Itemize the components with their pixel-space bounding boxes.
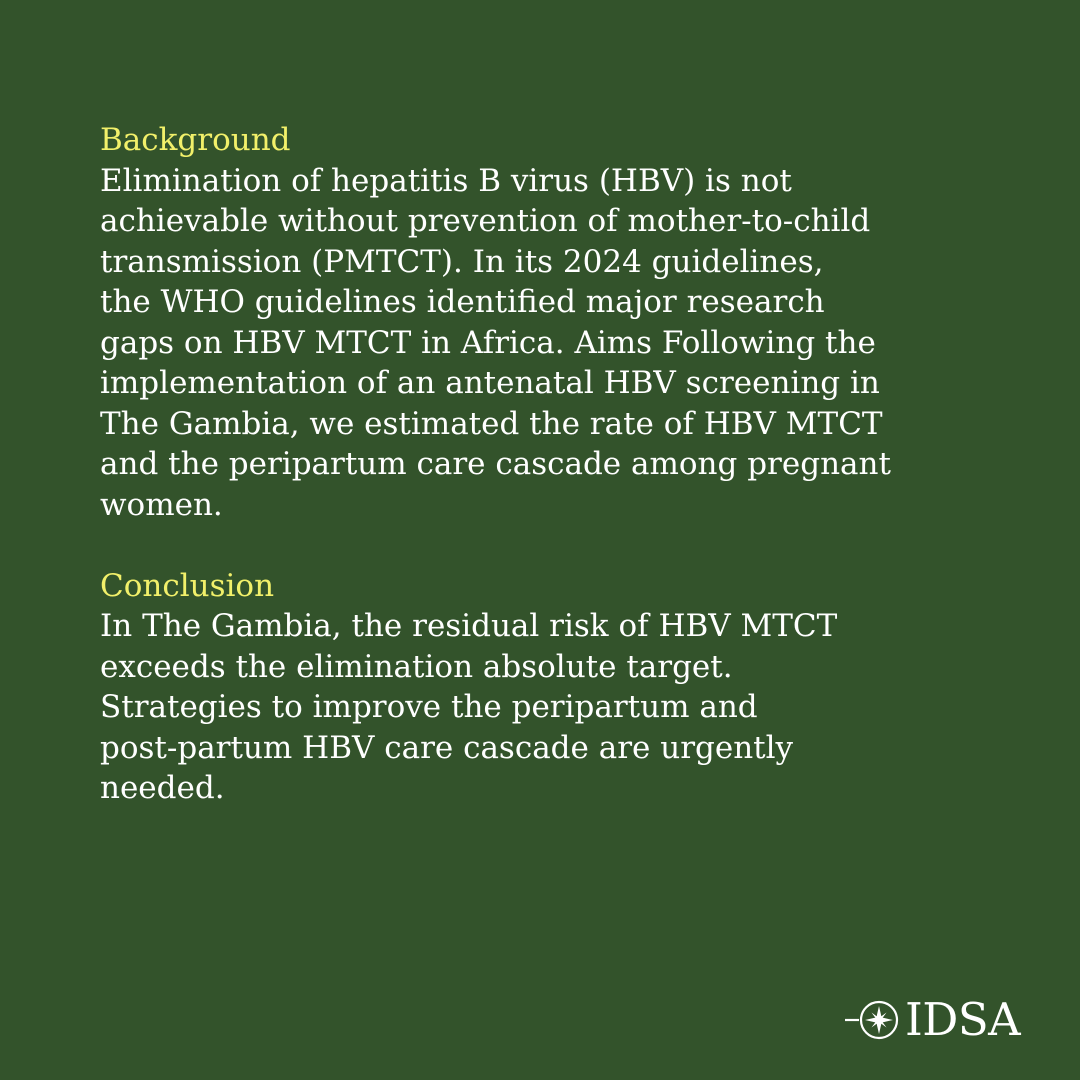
background-line: women. [100, 486, 223, 523]
conclusion-line: needed. [100, 770, 225, 806]
conclusion-line: Strategies to improve the peripartum and [100, 689, 758, 725]
background-line: transmission (PMTCT). In its 2024 guidelines, [100, 243, 824, 280]
conclusion-line: In The Gambia, the residual risk of HBV MTCT [100, 608, 838, 644]
background-line: The Gambia, we estimated the rate of HBV MTCT [100, 405, 883, 442]
background-line: achievable without prevention of mother-to-child [100, 203, 871, 239]
background-heading: Background [100, 122, 291, 158]
background-line: Elimination of hepatitis B virus (HBV) is not [100, 162, 792, 199]
background-line: and the peripartum care cascade among pregnant [100, 446, 891, 482]
conclusion-heading: Conclusion [100, 567, 275, 604]
background-line: the WHO guidelines identified major research [100, 284, 825, 320]
logo-text: IDSA [905, 993, 1021, 1046]
conclusion-body [100, 606, 1020, 809]
background-body [100, 161, 1020, 526]
conclusion-section [100, 566, 1020, 809]
background-section [100, 120, 1020, 525]
compass-star-icon [845, 996, 903, 1044]
conclusion-line: post-partum HBV care cascade are urgently [100, 729, 794, 766]
conclusion-line: exceeds the elimination absolute target. [100, 648, 733, 685]
background-line: implementation of an antenatal HBV screening in [100, 365, 880, 401]
background-line: gaps on HBV MTCT in Africa. Aims Following the [100, 324, 876, 361]
idsa-logo [845, 993, 1045, 1046]
